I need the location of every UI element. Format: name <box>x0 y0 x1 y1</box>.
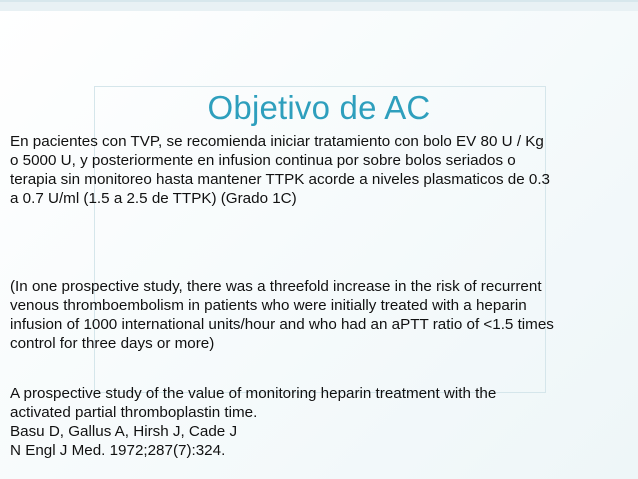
spanish-recommendation-paragraph: En pacientes con TVP, se recomienda iniciar tratamiento con bolo EV 80 U / Kg o 5000 U, y posteriormente en infusion continua por sobre bolos seriados o terapia sin monitoreo hasta mantener TTPK acorde a niveles plasmaticos de 0.3 a 0.7 U/ml (1.5 a 2.5 de TTPK) (Grado 1C) <box>10 133 551 207</box>
citation-reference: A prospective study of the value of monitoring heparin treatment with the activated partial thromboplastin time. Basu D, Gallus A, Hirsh J, Cade J N Engl J Med. 1972;287(7):324. <box>10 385 497 459</box>
prospective-study-note: (In one prospective study, there was a threefold increase in the risk of recurrent venous thromboembolism in patients who were initially treated with a heparin infusion of 1000 international units/hour and who had an aPTT ratio of <1.5 times control for three days or more) <box>10 278 554 352</box>
slide-title: Objetivo de AC <box>207 89 431 127</box>
top-accent-bar <box>0 0 638 11</box>
